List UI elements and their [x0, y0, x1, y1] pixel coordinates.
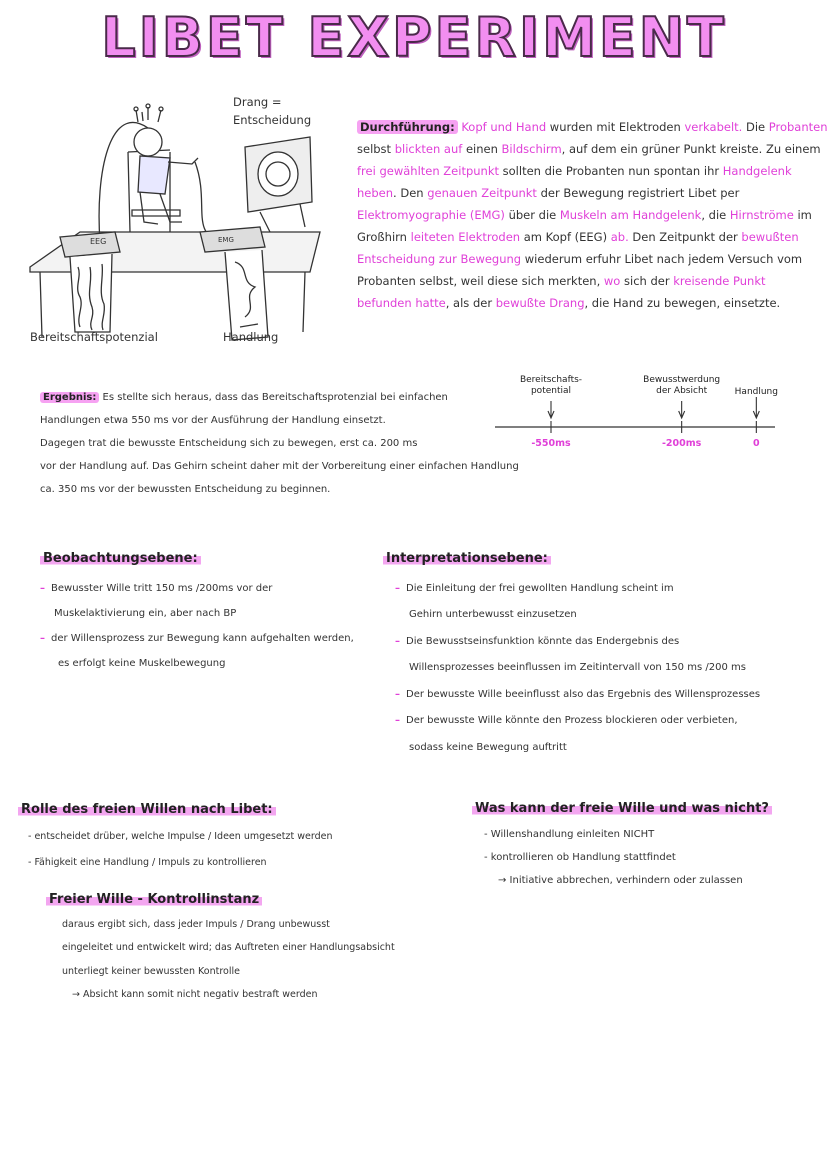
interpretation-line: Gehirn unterbewusst einzusetzen — [409, 609, 577, 620]
body-text: , als der — [445, 296, 496, 310]
label-handlung: Handlung — [223, 330, 279, 344]
ergebnis-line: Es stellte sich heraus, dass das Bereitschaftsprotenzial bei einfachen — [99, 392, 448, 403]
highlight-text: Handgelenk — [722, 164, 792, 178]
page-title: LIBET EXPERIMENT — [101, 6, 727, 69]
timeline-value: -200ms — [661, 438, 702, 449]
body-text: Den Zeitpunkt der — [628, 230, 742, 244]
timeline-label — [711, 387, 801, 398]
timeline-value: -550ms — [531, 438, 571, 449]
was-kann-line: - kontrollieren ob Handlung stattfindet — [484, 852, 676, 863]
body-text: Die — [742, 120, 769, 134]
body-text: der Bewegung registriert Libet per — [536, 186, 740, 200]
kontroll-line: unterliegt keiner bewussten Kontrolle — [62, 965, 240, 977]
highlight-text: Bildschirm — [501, 142, 562, 156]
kontroll-line: eingeleitet und entwickelt wird; das Auftreten einer Handlungsabsicht — [62, 942, 395, 953]
highlight-text: Hirnströme — [729, 208, 794, 222]
highlight-text: genauen Zeitpunkt — [427, 186, 537, 200]
highlight-text: Probanten — [768, 120, 828, 134]
timeline-label-line: Bereitschafts- — [519, 375, 583, 385]
ergebnis-line: Dagegen trat die bewusste Entscheidung sich zu bewegen, erst ca. 200 ms — [40, 438, 418, 449]
beobachtung-line: es erfolgt keine Muskelbewegung — [58, 658, 226, 669]
beobachtung-section — [40, 546, 380, 676]
kontroll-section — [46, 888, 466, 1007]
beobachtung-line: – Bewusster Wille tritt 150 ms /200ms vor der — [40, 576, 380, 601]
highlight-text: Kopf und Hand — [461, 120, 547, 134]
was-kann-section — [472, 797, 812, 892]
highlight-text: bewußte Drang — [495, 296, 585, 310]
interpretation-heading: Interpretationsebene: — [383, 551, 551, 566]
rolle-line: - entscheidet drüber, welche Impulse / Ideen umgesetzt werden — [28, 831, 333, 842]
highlight-text: bewußten — [741, 230, 799, 244]
highlight-text: kreisende Punkt — [673, 274, 766, 288]
durchfuehrung-line — [357, 292, 812, 314]
experiment-drawing — [20, 92, 330, 352]
highlight-text: frei gewählten Zeitpunkt — [357, 164, 499, 178]
highlight-text: blickten auf — [394, 142, 463, 156]
durchfuehrung-section — [357, 116, 828, 314]
body-text: wurden mit Elektroden — [546, 120, 685, 134]
durchfuehrung-line — [357, 182, 812, 204]
durchfuehrung-line — [357, 116, 828, 138]
ergebnis-line: ca. 350 ms vor der bewussten Entscheidung zu beginnen. — [40, 484, 331, 495]
interpretation-line: – Die Bewusstseinsfunktion könnte das Endergebnis des — [395, 629, 803, 656]
durchfuehrung-line — [357, 248, 812, 270]
highlight-text: heben — [357, 186, 394, 200]
ergebnis-heading: Ergebnis: — [40, 392, 99, 403]
timeline-label-line: Bewusstwerdung — [643, 375, 721, 385]
kontroll-heading: Freier Wille - Kontrollinstanz — [46, 892, 262, 907]
timeline-label-line: der Absicht — [656, 386, 708, 396]
beobachtung-item — [40, 576, 380, 626]
beobachtung-line: – der Willensprozess zur Bewegung kann aufgehalten werden, — [40, 626, 380, 651]
durchfuehrung-line — [357, 160, 812, 182]
highlight-text: leiteten Elektroden — [410, 230, 521, 244]
highlight-text: Muskeln am Handgelenk — [559, 208, 702, 222]
highlight-text: Elektromyographie (EMG) — [357, 208, 505, 222]
beobachtung-item — [40, 626, 380, 676]
label-bereitschaftspotenzial: Bereitschaftspotenzial — [30, 330, 158, 344]
rolle-section — [18, 797, 438, 876]
body-text: am Kopf (EEG) — [520, 230, 611, 244]
body-text: , die — [701, 208, 730, 222]
highlight-text: Entscheidung zur Bewegung — [357, 252, 522, 266]
was-kann-line: - Willenshandlung einleiten NICHT — [484, 829, 655, 840]
timeline-arrow — [753, 397, 759, 418]
rolle-heading: Rolle des freien Willen nach Libet: — [18, 802, 276, 817]
interpretation-line: – Der bewusste Wille beeinflusst also das Ergebnis des Willensprozesses — [395, 682, 803, 709]
timeline-label-line: potential — [530, 386, 572, 396]
beobachtung-heading: Beobachtungsebene: — [40, 551, 201, 566]
ergebnis-line: vor der Handlung auf. Das Gehirn scheint daher mit der Vorbereitung einer einfachen Handlung — [40, 461, 519, 472]
body-text: über die — [504, 208, 560, 222]
interpretation-section — [383, 546, 803, 761]
durchfuehrung-line — [357, 204, 812, 226]
durchfuehrung-line — [357, 226, 812, 248]
body-text: sollten die Probanten nun spontan ihr — [499, 164, 723, 178]
highlight-text: befunden hatte — [357, 296, 446, 310]
body-text: wiederum erfuhr Libet nach jedem Versuch vom — [521, 252, 803, 266]
body-text: Großhirn — [357, 230, 411, 244]
label-entscheidung: Entscheidung — [233, 113, 312, 127]
interpretation-line: – Der bewusste Wille könnte den Prozess blockieren oder verbieten, — [395, 708, 803, 735]
interpretation-line: sodass keine Bewegung auftritt — [409, 741, 567, 753]
durchfuehrung-heading: Durchführung: — [357, 120, 458, 134]
rolle-line: - Fähigkeit eine Handlung / Impuls zu kontrollieren — [28, 857, 267, 868]
ergebnis-section — [40, 386, 519, 501]
interpretation-line: – Die Einleitung der frei gewollten Handlung scheint im — [395, 576, 803, 603]
label-drang: Drang = — [233, 95, 282, 109]
body-text: , die Hand zu bewegen, einsetzte. — [584, 296, 781, 310]
was-kann-line: → Initiative abbrechen, verhindern oder zulassen — [498, 875, 743, 886]
eeg-label: EEG — [90, 237, 107, 246]
body-text: sich der — [620, 274, 674, 288]
body-text: selbst — [357, 142, 395, 156]
timeline-value: 0 — [753, 438, 760, 449]
body-text: , auf dem ein grüner Punkt kreiste. Zu einem — [561, 142, 821, 156]
body-text: einen — [462, 142, 502, 156]
interpretation-line: Willensprozesses beeinflussen im Zeitintervall von 150 ms /200 ms — [409, 662, 746, 673]
timeline-label — [506, 375, 596, 397]
emg-label: EMG — [218, 236, 234, 244]
timeline-label-line: Handlung — [734, 387, 778, 397]
experiment-illustration — [20, 92, 330, 352]
timeline — [495, 373, 780, 453]
durchfuehrung-line — [357, 270, 812, 292]
body-text: . Den — [393, 186, 428, 200]
highlight-text: verkabelt. — [684, 120, 743, 134]
kontroll-line: → Absicht kann somit nicht negativ bestraft werden — [72, 989, 318, 1000]
was-kann-heading: Was kann der freie Wille und was nicht? — [472, 801, 772, 816]
highlight-text: ab. — [610, 230, 629, 244]
body-text: im — [793, 208, 812, 222]
timeline-arrow — [679, 401, 685, 418]
timeline-arrow — [548, 401, 554, 418]
body-text: Probanten selbst, weil diese sich merkten, — [357, 274, 604, 288]
kontroll-line: daraus ergibt sich, dass jeder Impuls / Drang unbewusst — [62, 918, 330, 930]
ergebnis-line: Handlungen etwa 550 ms vor der Ausführung der Handlung einsetzt. — [40, 415, 386, 426]
highlight-text: wo — [603, 274, 621, 288]
beobachtung-line: Muskelaktivierung ein, aber nach BP — [54, 608, 237, 619]
durchfuehrung-line — [357, 138, 821, 160]
